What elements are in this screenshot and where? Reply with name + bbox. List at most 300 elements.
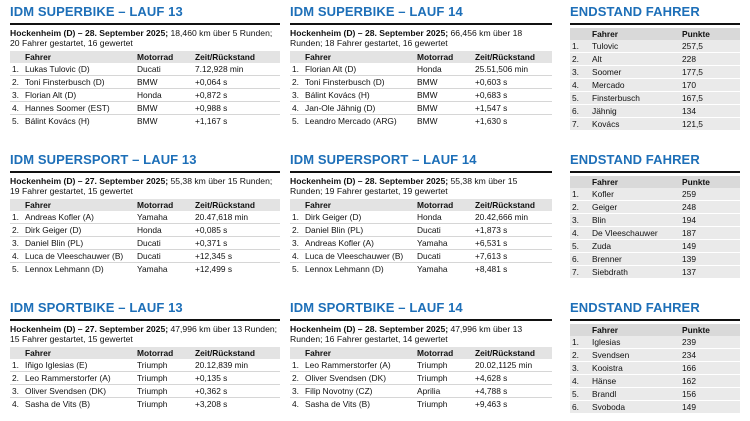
cell-driver: Iglesias <box>590 336 680 349</box>
cell-driver: Svendsen <box>590 349 680 362</box>
race-block-superbike-14 <box>290 4 552 127</box>
race-results-table <box>290 199 552 275</box>
standings-box <box>570 28 740 130</box>
cell-time: +0,872 s <box>193 88 280 101</box>
table-row <box>290 211 552 224</box>
cell-driver: Oliver Svendsen (DK) <box>303 371 415 384</box>
cell-position: 7. <box>572 118 579 129</box>
cell-bike: BMW <box>415 101 473 114</box>
standings-table <box>570 28 740 130</box>
col-position <box>10 51 23 63</box>
table-row <box>570 66 740 79</box>
table-row <box>290 371 552 384</box>
col-bike: Motorrad <box>137 51 174 62</box>
race-info-bold: Hockenheim (D) – 28. September 2025; <box>290 28 449 38</box>
cell-position: 3. <box>570 362 590 375</box>
table-header-row <box>290 199 552 211</box>
cell-time: +6,531 s <box>473 236 552 249</box>
cell-points: 149 <box>682 401 696 412</box>
col-driver: Fahrer <box>25 199 52 210</box>
cell-points: 139 <box>680 253 740 266</box>
table-row <box>290 223 552 236</box>
cell-time: 20.42,666 min <box>473 211 552 224</box>
table-header-row <box>10 51 280 63</box>
cell-points: 149 <box>680 240 740 253</box>
cell-bike: Triumph <box>417 398 448 409</box>
cell-driver: Filip Novotny (CZ) <box>303 384 415 397</box>
cell-bike: Ducati <box>135 63 193 76</box>
cell-position: 2. <box>10 223 23 236</box>
table-row <box>570 349 740 362</box>
table-row <box>570 201 740 214</box>
cell-bike: Triumph <box>415 371 473 384</box>
cell-points: 234 <box>680 349 740 362</box>
title-rule <box>10 319 280 321</box>
cell-bike: BMW <box>135 101 193 114</box>
cell-position: 2. <box>10 75 23 88</box>
cell-bike: Ducati <box>415 249 473 262</box>
race-info-bold: Hockenheim (D) – 28. September 2025; <box>290 176 449 186</box>
cell-position: 3. <box>290 236 303 249</box>
table-row <box>10 397 280 410</box>
cell-position: 2. <box>290 223 303 236</box>
cell-position: 6. <box>570 105 590 118</box>
cell-driver: Jan-Ole Jähnig (D) <box>303 101 415 114</box>
cell-bike: Ducati <box>135 249 193 262</box>
title-rule <box>570 319 740 321</box>
race-block-sportbike-13 <box>10 300 280 410</box>
col-position <box>570 28 590 40</box>
title-rule <box>10 171 280 173</box>
table-row <box>570 188 740 201</box>
race-info <box>290 28 552 49</box>
col-driver: Fahrer <box>305 51 332 62</box>
cell-time: +7,613 s <box>473 249 552 262</box>
cell-time: +4,788 s <box>473 384 552 397</box>
cell-driver: Dirk Geiger (D) <box>23 223 135 236</box>
cell-time: +0,371 s <box>193 236 280 249</box>
cell-driver: Florian Alt (D) <box>23 88 135 101</box>
col-time: Zeit/Rückstand <box>195 51 256 62</box>
race-info-bold: Hockenheim (D) – 27. September 2025; <box>10 324 169 334</box>
col-time: Zeit/Rückstand <box>195 199 256 210</box>
cell-time: +3,208 s <box>195 398 228 409</box>
cell-bike: Yamaha <box>137 263 168 274</box>
cell-points: 166 <box>680 362 740 375</box>
col-driver: Fahrer <box>305 199 332 210</box>
col-bike: Motorrad <box>417 199 454 210</box>
cell-driver: Soomer <box>590 66 680 79</box>
cell-time: +1,630 s <box>475 115 508 126</box>
cell-time: +1,547 s <box>473 101 552 114</box>
cell-driver: Sasha de Vits (B) <box>25 398 91 409</box>
cell-driver: Zuda <box>590 240 680 253</box>
cell-driver: Finsterbusch <box>590 92 680 105</box>
cell-bike: Honda <box>415 211 473 224</box>
cell-bike: Yamaha <box>417 263 448 274</box>
cell-position: 1. <box>570 40 590 53</box>
table-header-row <box>570 28 740 40</box>
cell-bike: Aprilia <box>415 384 473 397</box>
cell-driver: Luca de Vleeschauwer (B) <box>303 249 415 262</box>
col-position <box>290 199 303 211</box>
cell-bike: BMW <box>415 88 473 101</box>
table-row <box>570 105 740 118</box>
race-info <box>10 28 280 49</box>
cell-position: 3. <box>10 384 23 397</box>
col-position <box>290 51 303 63</box>
cell-driver: Svoboda <box>592 401 626 412</box>
cell-points: 121,5 <box>682 118 703 129</box>
race-info-bold: Hockenheim (D) – 27. September 2025; <box>10 176 169 186</box>
cell-time: +4,628 s <box>473 371 552 384</box>
col-position <box>570 176 590 188</box>
cell-position: 5. <box>12 115 19 126</box>
col-position <box>10 199 23 211</box>
race-results-table <box>290 51 552 127</box>
table-row <box>570 388 740 401</box>
cell-driver: Florian Alt (D) <box>303 63 415 76</box>
table-row <box>290 236 552 249</box>
race-info-rest: 47,996 km über 13 Runden; 16 Fahrer gestartet, 14 gewertet <box>290 324 523 345</box>
table-row <box>570 227 740 240</box>
cell-position: 5. <box>292 263 299 274</box>
table-row <box>570 118 740 131</box>
col-time: Zeit/Rückstand <box>195 347 256 358</box>
cell-bike: BMW <box>415 75 473 88</box>
cell-driver: Hänse <box>590 375 680 388</box>
cell-driver: Jähnig <box>590 105 680 118</box>
cell-driver: Toni Finsterbusch (D) <box>303 75 415 88</box>
cell-position: 4. <box>570 375 590 388</box>
col-driver: Fahrer <box>305 347 332 358</box>
race-info-bold: Hockenheim (D) – 28. September 2025; <box>290 324 449 334</box>
race-info <box>10 324 280 345</box>
cell-points: 167,5 <box>680 92 740 105</box>
cell-points: 194 <box>680 214 740 227</box>
col-time: Zeit/Rückstand <box>475 347 536 358</box>
table-row <box>570 266 740 279</box>
cell-position: 4. <box>12 398 19 409</box>
cell-bike: BMW <box>135 75 193 88</box>
standings-block-sportbike <box>570 300 740 413</box>
title-rule <box>290 23 552 25</box>
table-row <box>570 375 740 388</box>
race-info-rest: 55,38 km über 15 Runden; 19 Fahrer gestartet, 15 gewertet <box>10 176 273 197</box>
cell-position: 4. <box>10 249 23 262</box>
table-row <box>290 249 552 262</box>
race-info-rest: 66,456 km über 18 Runden; 18 Fahrer gestartet, 16 gewertet <box>290 28 523 49</box>
cell-driver: Brenner <box>590 253 680 266</box>
table-row <box>10 359 280 372</box>
race-title: IDM SUPERSPORT – LAUF 13 <box>10 152 197 167</box>
title-rule <box>290 319 552 321</box>
cell-bike: Triumph <box>137 398 168 409</box>
race-info-rest: 18,460 km über 5 Runden; 20 Fahrer gestartet, 16 gewertet <box>10 28 273 49</box>
cell-driver: Lennox Lehmann (D) <box>25 263 104 274</box>
col-points: Punkte <box>682 176 710 187</box>
table-row <box>10 249 280 262</box>
cell-bike: Ducati <box>135 236 193 249</box>
table-row <box>10 63 280 76</box>
col-driver: Fahrer <box>25 347 52 358</box>
table-row <box>10 236 280 249</box>
cell-driver: Blin <box>590 214 680 227</box>
standings-box <box>570 324 740 413</box>
col-bike: Motorrad <box>137 199 174 210</box>
cell-time: 7.12,928 min <box>193 63 280 76</box>
cell-position: 2. <box>10 371 23 384</box>
cell-time: 20.02,1125 min <box>473 359 552 372</box>
col-position <box>10 347 23 359</box>
table-row <box>10 384 280 397</box>
standings-box <box>570 176 740 278</box>
table-row <box>10 114 280 127</box>
cell-position: 3. <box>10 88 23 101</box>
cell-position: 3. <box>570 66 590 79</box>
cell-time: 25.51,506 min <box>473 63 552 76</box>
table-row <box>570 92 740 105</box>
cell-points: 187 <box>680 227 740 240</box>
table-row <box>290 384 552 397</box>
cell-time: +0,362 s <box>193 384 280 397</box>
race-title: IDM SPORTBIKE – LAUF 14 <box>290 300 463 315</box>
cell-bike: Ducati <box>415 223 473 236</box>
cell-points: 239 <box>680 336 740 349</box>
cell-position: 3. <box>290 88 303 101</box>
cell-points: 137 <box>682 266 696 277</box>
race-info <box>10 176 280 197</box>
col-driver: Fahrer <box>592 28 619 39</box>
cell-position: 3. <box>290 384 303 397</box>
cell-driver: Kofler <box>590 188 680 201</box>
table-row <box>290 63 552 76</box>
table-row <box>570 401 740 414</box>
cell-driver: Bálint Kovács (H) <box>303 88 415 101</box>
cell-position: 5. <box>12 263 19 274</box>
cell-time: +1,873 s <box>473 223 552 236</box>
cell-position: 2. <box>290 75 303 88</box>
cell-time: +12,499 s <box>195 263 233 274</box>
table-header-row <box>10 199 280 211</box>
standings-title: ENDSTAND FAHRER <box>570 4 700 19</box>
cell-position: 2. <box>290 371 303 384</box>
cell-points: 259 <box>680 188 740 201</box>
cell-driver: Alt <box>590 53 680 66</box>
cell-time: +0,085 s <box>193 223 280 236</box>
cell-position: 1. <box>10 211 23 224</box>
standings-title: ENDSTAND FAHRER <box>570 300 700 315</box>
cell-position: 3. <box>10 236 23 249</box>
cell-position: 2. <box>570 349 590 362</box>
cell-bike: BMW <box>417 115 438 126</box>
cell-position: 1. <box>570 336 590 349</box>
cell-driver: Geiger <box>590 201 680 214</box>
cell-bike: BMW <box>137 115 158 126</box>
cell-driver: Kovács <box>592 118 620 129</box>
cell-points: 162 <box>680 375 740 388</box>
cell-time: 20.47,618 min <box>193 211 280 224</box>
race-info <box>290 176 552 197</box>
cell-position: 5. <box>570 388 590 401</box>
cell-driver: De Vleeschauwer <box>590 227 680 240</box>
cell-driver: Dirk Geiger (D) <box>303 211 415 224</box>
race-info-rest: 55,38 km über 15 Runden; 19 Fahrer gestartet, 19 gewertet <box>290 176 518 197</box>
race-results-table <box>10 51 280 127</box>
cell-driver: Leo Rammerstorfer (A) <box>23 371 135 384</box>
table-row <box>570 53 740 66</box>
race-title: IDM SUPERBIKE – LAUF 13 <box>10 4 183 19</box>
table-row <box>10 262 280 275</box>
table-row <box>570 240 740 253</box>
cell-points: 228 <box>680 53 740 66</box>
cell-position: 6. <box>570 253 590 266</box>
cell-points: 134 <box>680 105 740 118</box>
cell-time: +12,345 s <box>193 249 280 262</box>
cell-position: 6. <box>572 401 579 412</box>
standings-block-superbike <box>570 4 740 130</box>
cell-bike: Triumph <box>135 359 193 372</box>
cell-time: +8,481 s <box>475 263 508 274</box>
cell-position: 2. <box>570 53 590 66</box>
race-block-supersport-14 <box>290 152 552 275</box>
cell-driver: Oliver Svendsen (DK) <box>23 384 135 397</box>
cell-driver: Siebdrath <box>592 266 628 277</box>
cell-bike: Honda <box>135 223 193 236</box>
cell-bike: Yamaha <box>135 211 193 224</box>
table-row <box>570 253 740 266</box>
race-block-supersport-13 <box>10 152 280 275</box>
title-rule <box>570 23 740 25</box>
table-row <box>290 101 552 114</box>
cell-time: 20.12,839 min <box>193 359 280 372</box>
table-row <box>570 40 740 53</box>
cell-driver: Andreas Kofler (A) <box>303 236 415 249</box>
cell-position: 4. <box>290 101 303 114</box>
cell-driver: Luca de Vleeschauwer (B) <box>23 249 135 262</box>
col-points: Punkte <box>682 324 710 335</box>
cell-driver: Iñigo Iglesias (E) <box>23 359 135 372</box>
cell-time: +0,683 s <box>473 88 552 101</box>
table-row <box>10 75 280 88</box>
race-title: IDM SUPERBIKE – LAUF 14 <box>290 4 463 19</box>
table-header-row <box>290 347 552 359</box>
table-row <box>570 214 740 227</box>
cell-bike: Honda <box>135 88 193 101</box>
race-title: IDM SPORTBIKE – LAUF 13 <box>10 300 183 315</box>
col-position <box>290 347 303 359</box>
cell-driver: Mercado <box>590 79 680 92</box>
race-title: IDM SUPERSPORT – LAUF 14 <box>290 152 477 167</box>
cell-position: 4. <box>570 227 590 240</box>
cell-position: 3. <box>570 214 590 227</box>
cell-driver: Toni Finsterbusch (D) <box>23 75 135 88</box>
race-info-rest: 47,996 km über 13 Runden; 15 Fahrer gestartet, 15 gewertet <box>10 324 278 345</box>
cell-bike: Triumph <box>415 359 473 372</box>
standings-block-supersport <box>570 152 740 278</box>
table-row <box>570 362 740 375</box>
cell-position: 1. <box>570 188 590 201</box>
cell-points: 257,5 <box>680 40 740 53</box>
cell-position: 4. <box>570 79 590 92</box>
title-rule <box>570 171 740 173</box>
col-driver: Fahrer <box>592 324 619 335</box>
race-info-bold: Hockenheim (D) – 28. September 2025; <box>10 28 169 38</box>
cell-bike: Triumph <box>135 371 193 384</box>
table-row <box>10 371 280 384</box>
cell-position: 2. <box>570 201 590 214</box>
cell-driver: Sasha de Vits (B) <box>305 398 371 409</box>
cell-position: 4. <box>292 398 299 409</box>
cell-time: +0,064 s <box>193 75 280 88</box>
cell-driver: Bálint Kovács (H) <box>25 115 90 126</box>
title-rule <box>10 23 280 25</box>
col-position <box>570 324 590 336</box>
cell-driver: Leo Rammerstorfer (A) <box>303 359 415 372</box>
table-row <box>290 397 552 410</box>
race-info <box>290 324 552 345</box>
cell-driver: Daniel Blin (PL) <box>23 236 135 249</box>
table-header-row <box>570 324 740 336</box>
cell-position: 1. <box>10 63 23 76</box>
cell-position: 5. <box>292 115 299 126</box>
cell-time: +0,603 s <box>473 75 552 88</box>
standings-title: ENDSTAND FAHRER <box>570 152 700 167</box>
cell-position: 1. <box>290 359 303 372</box>
cell-time: +0,988 s <box>193 101 280 114</box>
cell-driver: Lukas Tulovic (D) <box>23 63 135 76</box>
table-row <box>290 114 552 127</box>
race-block-superbike-13 <box>10 4 280 127</box>
cell-driver: Kooistra <box>590 362 680 375</box>
table-row <box>10 88 280 101</box>
col-points: Punkte <box>682 28 710 39</box>
table-header-row <box>10 347 280 359</box>
table-row <box>570 336 740 349</box>
cell-time: +1,167 s <box>195 115 228 126</box>
table-header-row <box>570 176 740 188</box>
col-driver: Fahrer <box>592 176 619 187</box>
col-bike: Motorrad <box>137 347 174 358</box>
table-row <box>290 88 552 101</box>
col-bike: Motorrad <box>417 51 454 62</box>
title-rule <box>290 171 552 173</box>
cell-driver: Daniel Blin (PL) <box>303 223 415 236</box>
cell-driver: Leandro Mercado (ARG) <box>305 115 397 126</box>
cell-points: 170 <box>680 79 740 92</box>
cell-time: +9,463 s <box>475 398 508 409</box>
cell-points: 177,5 <box>680 66 740 79</box>
col-time: Zeit/Rückstand <box>475 199 536 210</box>
cell-points: 248 <box>680 201 740 214</box>
cell-driver: Lennox Lehmann (D) <box>305 263 384 274</box>
table-row <box>10 101 280 114</box>
cell-driver: Brandl <box>590 388 680 401</box>
standings-table <box>570 324 740 413</box>
cell-position: 1. <box>290 211 303 224</box>
table-row <box>290 359 552 372</box>
cell-bike: Yamaha <box>415 236 473 249</box>
cell-position: 1. <box>10 359 23 372</box>
table-row <box>290 75 552 88</box>
cell-time: +0,135 s <box>193 371 280 384</box>
table-row <box>570 79 740 92</box>
col-time: Zeit/Rückstand <box>475 51 536 62</box>
cell-position: 5. <box>570 240 590 253</box>
table-row <box>290 262 552 275</box>
cell-driver: Hannes Soomer (EST) <box>23 101 135 114</box>
standings-table <box>570 176 740 278</box>
